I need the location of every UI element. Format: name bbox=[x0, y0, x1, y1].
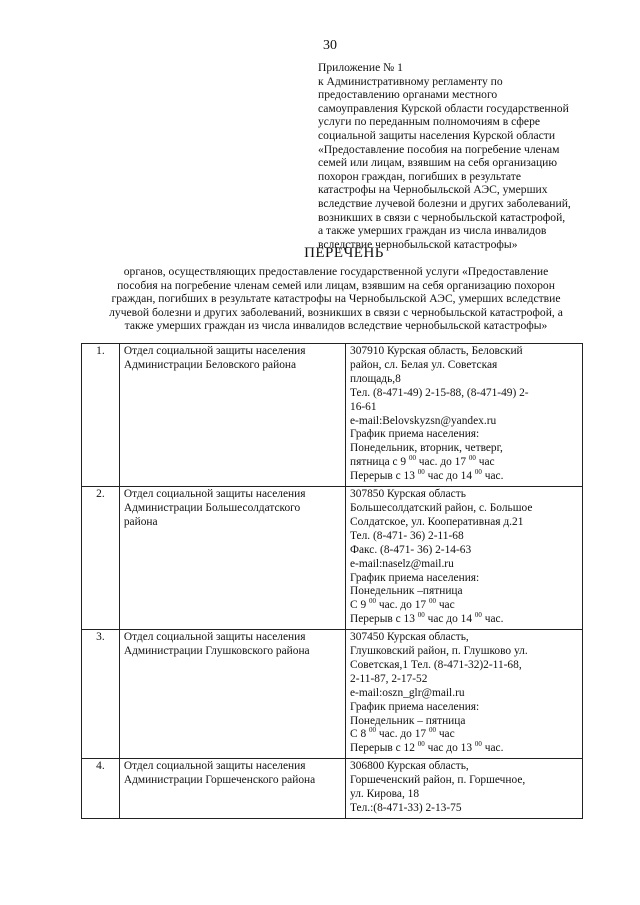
hours-text: час. до 17 bbox=[376, 599, 429, 612]
organization-line: Администрации Глушковского района bbox=[123, 645, 310, 658]
appendix-line: Приложение № 1 bbox=[318, 61, 403, 74]
contact-line: Солдатское, ул. Кооперативная д.21 bbox=[350, 515, 524, 528]
organization-line: Отдел социальной защиты населения bbox=[123, 345, 306, 357]
contact-line: Советская,1 Тел. (8-471-32)2-11-68, bbox=[350, 658, 522, 671]
contact-line: Глушковский район, п. Глушково ул. bbox=[350, 645, 528, 658]
contact-line: Тел.:(8-471-33) 2-13-75 bbox=[350, 802, 462, 814]
subtitle-line: также умерших граждан из числа инвалидов вследствие чернобыльской катастрофы» bbox=[124, 319, 548, 333]
hours-line bbox=[350, 470, 578, 484]
hours-text: пятница с 9 bbox=[350, 456, 409, 469]
time-minutes: 00 bbox=[474, 468, 482, 477]
organization-name bbox=[119, 759, 345, 819]
hours-text: С 9 bbox=[350, 599, 369, 612]
contact-line: 307850 Курская область bbox=[350, 488, 466, 501]
organization-name bbox=[119, 630, 345, 759]
contact-line: 306800 Курская область, bbox=[350, 760, 469, 773]
appendix-line: предоставлению органами местного bbox=[318, 88, 498, 102]
organization-contacts bbox=[346, 487, 583, 630]
contact-line: ул. Кирова, 18 bbox=[350, 788, 420, 801]
contact-line: График приема населения: bbox=[350, 700, 480, 713]
hours-text: час bbox=[435, 599, 455, 612]
contact-line: Тел. (8-471- 36) 2-11-68 bbox=[350, 529, 464, 542]
appendix-line: самоуправления Курской области государственной bbox=[318, 101, 569, 115]
hours-line bbox=[350, 599, 578, 613]
time-minutes: 00 bbox=[369, 726, 376, 735]
contact-line: Понедельник, вторник, четверг, bbox=[350, 442, 503, 455]
page-number: 30 bbox=[323, 38, 337, 53]
organization-name bbox=[119, 344, 345, 487]
hours-text: час bbox=[475, 456, 495, 469]
appendix-header bbox=[318, 61, 618, 251]
contact-line: Понедельник – пятница bbox=[350, 714, 466, 727]
organization-contacts bbox=[346, 630, 583, 759]
table-row bbox=[82, 487, 583, 630]
time-minutes: 00 bbox=[474, 611, 482, 620]
time-minutes: 00 bbox=[417, 468, 425, 477]
table-row bbox=[82, 344, 583, 487]
hours-text: час до 13 bbox=[424, 742, 475, 755]
organization-line: района bbox=[123, 515, 158, 528]
table-row bbox=[82, 630, 583, 759]
hours-text: час. до 17 bbox=[415, 456, 469, 469]
time-minutes: 00 bbox=[369, 597, 376, 606]
hours-line bbox=[350, 456, 578, 470]
contact-line: район, сл. Белая ул. Советская bbox=[350, 358, 498, 371]
hours-text: час. bbox=[481, 613, 504, 626]
subtitle-line: органов, осуществляющих предоставление государственной услуги «Предоставление bbox=[123, 265, 549, 278]
appendix-line: а также умерших граждан из числа инвалидов bbox=[318, 224, 547, 238]
hours-text: час bbox=[435, 728, 455, 741]
appendix-line: услуги по переданным полномочиям в сфере bbox=[318, 115, 541, 129]
hours-line bbox=[350, 742, 578, 756]
contact-line: График приема населения: bbox=[350, 571, 480, 584]
appendix-line: семей или лицам, взявшим на себя организацию bbox=[318, 156, 558, 170]
document-title: ПЕРЕЧЕНЬ bbox=[304, 245, 384, 261]
time-minutes: 00 bbox=[474, 740, 482, 749]
appendix-line: вследствие лучевой болезни и других заболеваний, bbox=[318, 196, 571, 210]
contact-line: 16-61 bbox=[350, 400, 377, 413]
appendix-line: возникших в связи с чернобыльской катастрофой, bbox=[318, 210, 566, 224]
contact-line: площадь,8 bbox=[350, 372, 401, 385]
contact-line: Горшеченский район, п. Горшечное, bbox=[350, 774, 526, 787]
subtitle-line: граждан, погибших в результате катастрофы на Чернобыльской АЭС, умерших вследствие bbox=[111, 292, 561, 306]
time-minutes: 00 bbox=[468, 454, 476, 463]
time-minutes: 00 bbox=[428, 597, 436, 606]
organization-contacts bbox=[346, 344, 583, 487]
table-row bbox=[82, 759, 583, 819]
contact-line: 307450 Курская область, bbox=[350, 631, 469, 644]
row-number: 4. bbox=[82, 759, 120, 819]
contact-line: Понедельник –пятница bbox=[350, 585, 463, 598]
appendix-line: вследствие чернобыльской катастрофы» bbox=[318, 237, 518, 251]
hours-line bbox=[350, 728, 578, 742]
row-number: 3. bbox=[82, 630, 120, 759]
organization-contacts bbox=[346, 759, 583, 819]
contact-line: График приема населения: bbox=[350, 428, 480, 441]
subtitle-line: лучевой болезни и других заболеваний, возникших в связи с чернобыльской катастрофой, а bbox=[109, 305, 563, 319]
contact-line: Факс. (8-471- 36) 2-14-63 bbox=[350, 543, 472, 556]
contact-line: Тел. (8-471-49) 2-15-88, (8-471-49) 2- bbox=[350, 386, 529, 399]
contact-line: e-mail:Belovskyzsn@yandex.ru bbox=[350, 414, 497, 427]
hours-line bbox=[350, 613, 578, 627]
time-minutes: 00 bbox=[417, 740, 425, 749]
hours-text: час до 14 bbox=[424, 470, 475, 483]
document-subtitle bbox=[96, 265, 576, 333]
hours-text: Перерыв с 13 bbox=[350, 613, 418, 626]
organization-line: Отдел социальной защиты населения bbox=[123, 631, 306, 644]
time-minutes: 00 bbox=[428, 726, 436, 735]
appendix-line: социальной защиты населения Курской области bbox=[318, 128, 556, 142]
time-minutes: 00 bbox=[408, 454, 416, 463]
organization-name bbox=[119, 487, 345, 630]
organizations-table bbox=[81, 343, 583, 819]
organization-line: Администрации Беловского района bbox=[123, 358, 297, 371]
hours-text: час. bbox=[481, 470, 504, 483]
organization-line: Администрации Большесолдатского bbox=[123, 501, 301, 514]
contact-line: 307910 Курская область, Беловский bbox=[350, 345, 523, 357]
organization-line: Администрации Горшеченского района bbox=[123, 774, 316, 787]
organization-line: Отдел социальной защиты населения bbox=[123, 488, 306, 501]
contact-line: e-mail:oszn_glr@mail.ru bbox=[350, 686, 465, 699]
row-number: 2. bbox=[82, 487, 120, 630]
hours-text: Перерыв с 12 bbox=[350, 742, 418, 755]
hours-text: Перерыв с 13 bbox=[350, 470, 418, 483]
appendix-line: к Административному регламенту по bbox=[318, 74, 503, 88]
hours-text: час. bbox=[481, 742, 504, 755]
hours-text: час до 14 bbox=[424, 613, 475, 626]
organization-line: Отдел социальной защиты населения bbox=[123, 760, 306, 773]
contact-line: Большесолдатский район, с. Большое bbox=[350, 501, 533, 514]
hours-text: С 8 bbox=[350, 728, 369, 741]
contact-line: e-mail:naselz@mail.ru bbox=[350, 557, 454, 570]
appendix-line: катастрофы на Чернобыльской АЭС, умерших bbox=[318, 183, 548, 197]
row-number: 1. bbox=[82, 344, 120, 487]
hours-text: час. до 17 bbox=[376, 728, 429, 741]
time-minutes: 00 bbox=[417, 611, 425, 620]
contact-line: 2-11-87, 2-17-52 bbox=[350, 672, 428, 685]
subtitle-line: пособия на погребение членам семей или лицам, взявшим на себя организацию похорон bbox=[117, 278, 555, 292]
appendix-line: похорон граждан, погибших в результате bbox=[318, 169, 521, 183]
appendix-line: «Предоставление пособия на погребение членам bbox=[318, 142, 560, 156]
